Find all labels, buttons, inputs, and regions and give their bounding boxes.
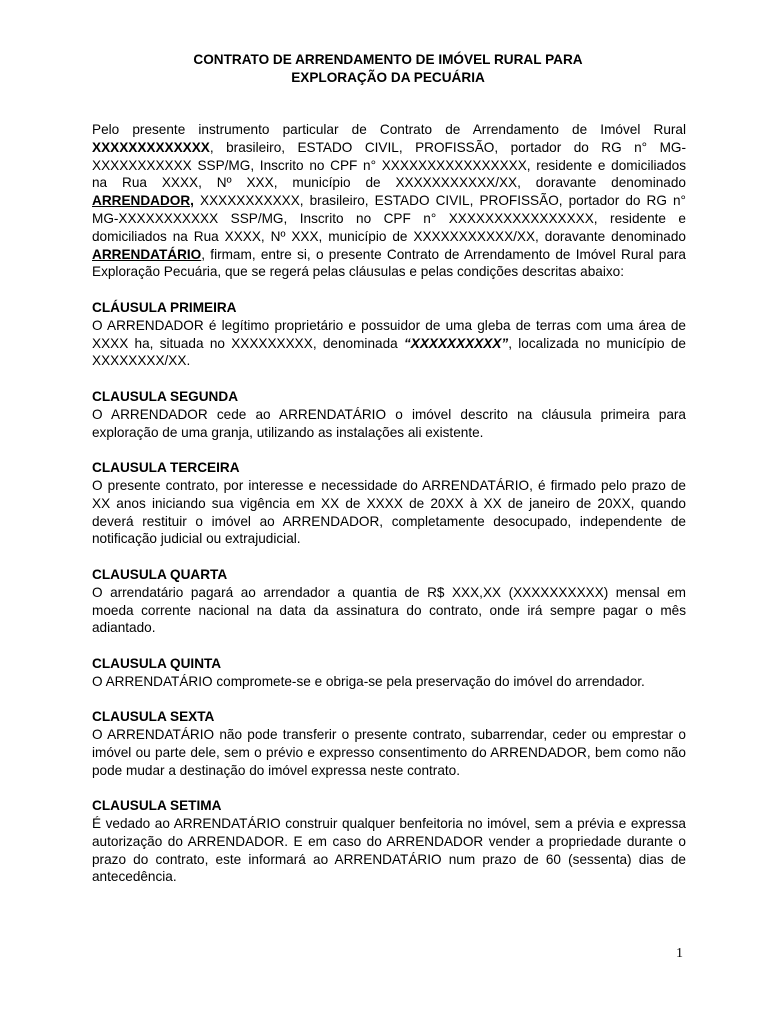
property-name: “XXXXXXXXXX” [403,335,509,351]
clause-7-heading: CLAUSULA SETIMA [92,798,222,814]
clause-5 [92,655,686,691]
clause-6-heading: CLAUSULA SEXTA [92,709,215,725]
clause-4-text: O arrendatário pagará ao arrendador a quantia de R$ XXX,XX (XXXXXXXXXX) mensal em moeda corrente nacional na data da assinatura do contrato, onde irá sempre pagar o mês adiantado. [92,584,686,636]
clause-1-text-1: O ARRENDADOR é legítimo proprietário e possuidor de uma gleba de terras com uma área de XXXX ha, situada no XXXXXXXXX, denominada [92,317,686,351]
clause-1-text [92,317,686,370]
clause-1-text-2: , localizada no município de XXXXXXXX/XX. [92,335,686,369]
title-line-1: CONTRATO DE ARRENDAMENTO DE IMÓVEL RURAL PARA [193,52,583,67]
clause-3-text: O presente contrato, por interesse e necessidade do ARRENDATÁRIO, é firmado pelo prazo de XX anos iniciando sua vigência em XX de XXXX de 20XX à XX de janeiro de 20XX, quando deverá restituir o imóvel ao ARRENDADOR, completamente desocupado, independente de notificação judicial ou extrajudicial. [92,477,686,547]
clause-1 [92,299,686,370]
clause-7-text: É vedado ao ARRENDATÁRIO construir qualquer benfeitoria no imóvel, sem a prévia e expressa autorização do ARRENDADOR. E em caso do ARRENDADOR vender a propriedade durante o prazo do contrato, este informará ao ARRENDATÁRIO num prazo de 60 (sessenta) dias de antecedência. [92,816,686,885]
clause-3-heading: CLAUSULA TERCEIRA [92,460,240,476]
title-line-2: EXPLORAÇÃO DA PECUÁRIA [291,70,485,85]
lessor-name: XXXXXXXXXXXXX [92,139,210,155]
clause-2-heading: CLAUSULA SEGUNDA [92,388,239,404]
clause-2-text: O ARRENDADOR cede ao ARRENDATÁRIO o imóvel descrito na cláusula primeira para exploração de uma granja, utilizando as instalações ali existente. [92,406,686,440]
lessor-term: ARRENDADOR, [92,193,194,209]
clause-3 [92,459,686,548]
clause-5-text: O ARRENDATÁRIO compromete-se e obriga-se pela preservação do imóvel do arrendador. [92,673,645,689]
clause-7 [92,797,686,886]
clause-1-heading: CLÁUSULA PRIMEIRA [92,299,237,315]
intro-text-3: XXXXXXXXXXX, brasileiro, ESTADO CIVIL, PROFISSÃO, portador do RG n° MG-XXXXXXXXXXX SSP/MG, Inscrito no CPF n° XXXXXXXXXXXXXXXX, residente e domiciliados na Rua XXXX, Nº XXX, município de XXXXXXXXXXX/XX, doravante denominado [92,193,686,244]
clause-6-text: O ARRENDATÁRIO não pode transferir o presente contrato, subarrendar, ceder ou emprestar o imóvel ou parte dele, sem o prévio e expresso consentimento do ARRENDADOR, bem como não pode mudar a destinação do imóvel expressa neste contrato. [92,727,686,778]
intro-text-2: , brasileiro, ESTADO CIVIL, PROFISSÃO, portador do RG n° MG-XXXXXXXXXXX SSP/MG, Inscrito no CPF n° XXXXXXXXXXXXXXXX, residente e domiciliados na Rua XXXX, Nº XXX, município de XXXXXXXXXXX/XX, doravante denominado [92,139,686,191]
document-body [92,121,686,886]
document-title [0,51,768,87]
clause-2 [92,388,686,441]
clause-4-heading: CLAUSULA QUARTA [92,566,228,582]
lessee-term: ARRENDATÁRIO [92,246,202,262]
clause-4 [92,566,686,637]
page-number: 1 [676,946,683,961]
intro-text-4: , firmam, entre si, o presente Contrato de Arrendamento de Imóvel Rural para Exploração Pecuária, que se regerá pelas cláusulas e pelas condições descritas abaixo: [92,246,686,280]
clause-6 [92,708,686,779]
intro-paragraph [92,121,686,281]
clause-5-heading: CLAUSULA QUINTA [92,655,222,671]
intro-text-1: Pelo presente instrumento particular de Contrato de Arrendamento de Imóvel Rural [92,122,686,137]
